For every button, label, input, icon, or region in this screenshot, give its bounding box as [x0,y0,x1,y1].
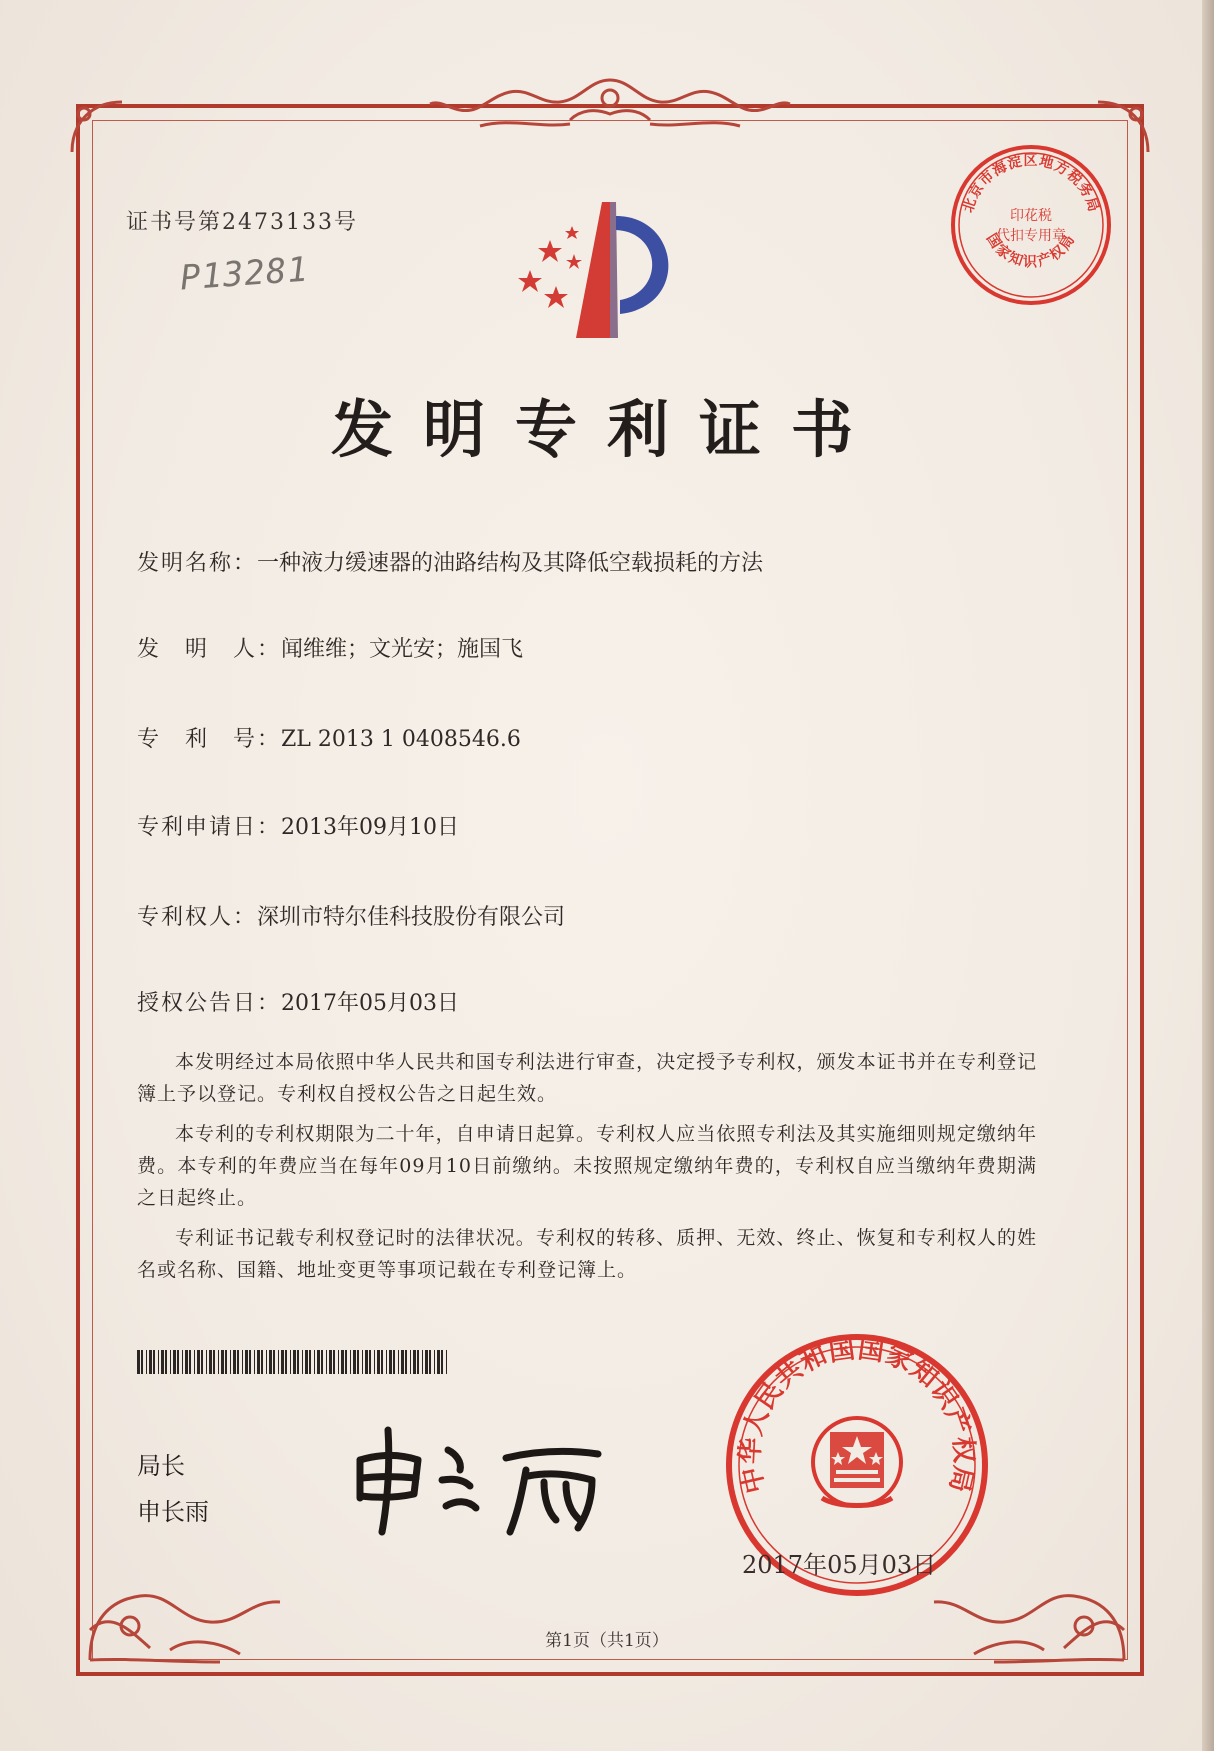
patent-number-row [137,722,521,753]
tax-stamp [946,140,1116,310]
inventor-label: 发 明 人： [137,637,282,662]
filing-date-row [137,810,459,841]
patentee-row [137,900,565,931]
paragraph-3: 专利证书记载专利权登记时的法律状况。专利权的转移、质押、无效、终止、恢复和专利权人的姓名或名称、国籍、地址变更等事项记载在专利登记簿上。 [137,1227,1037,1281]
patentee-value: 深圳市特尔佳科技股份有限公司 [257,905,566,930]
filing-date-label: 专利申请日： [137,815,282,840]
director-title: 局长 [137,1452,185,1480]
patentee-label: 专利权人： [137,905,258,930]
filing-date-value: 2013年09月10日 [281,815,459,840]
certificate-number: 证书号第2473133号 [126,210,358,235]
tax-stamp-line2: 代扣专用章 [996,228,1066,244]
national-emblem-icon [813,1418,901,1506]
page-number: 第1页（共1页） [545,1631,669,1651]
seal-ring-text: 中华人民共和国国家知识产权局 [735,1334,979,1496]
binding-edge [1202,0,1214,1751]
invention-name-row [137,546,763,577]
inventor-row [137,632,523,663]
inventor-value: 闻维维；文光安；施国飞 [281,637,524,662]
director-signature [330,1420,620,1540]
certificate-title: 发明专利证书 [330,393,883,466]
barcode [137,1350,451,1374]
paragraph-2: 本专利的专利权期限为二十年，自申请日起算。专利权人应当依照专利法及其实施细则规定缴纳年费。本专利的年费应当在每年09月10日前缴纳。未按照规定缴纳年费的，专利权自应当缴纳年费期满之日起终止。 [137,1123,1037,1209]
handwritten-note: P13281 [178,249,311,299]
invention-name-value: 一种液力缓速器的油路结构及其降低空载损耗的方法 [257,551,764,576]
corner-ornament-top-left-icon [62,92,132,162]
grant-date-row [137,986,459,1017]
tax-stamp-line1: 印花税 [1010,208,1052,224]
director-name: 申长雨 [137,1498,209,1526]
invention-name-label: 发明名称： [137,551,258,576]
grant-date-label: 授权公告日： [137,991,282,1016]
tax-stamp-ring-text: 北京市海淀区地方税务局 [960,153,1102,215]
paragraph-1: 本发明经过本局依照中华人民共和国专利法进行审查，决定授予专利权，颁发本证书并在专利登记簿上予以登记。专利权自授权公告之日起生效。 [137,1051,1037,1105]
grant-date-value: 2017年05月03日 [281,991,459,1016]
patent-number-label: 专 利 号： [137,727,282,752]
svg-text:北京市海淀区地方税务局 [960,152,1101,214]
top-ornament-icon [420,70,800,140]
patent-number-value: ZL 2013 1 0408546.6 [281,727,521,752]
tax-stamp-bottom-text: 国家知识产权局 [982,230,1080,271]
patent-office-logo-icon [510,196,710,346]
seal-date: 2017年05月03日 [742,1551,937,1579]
